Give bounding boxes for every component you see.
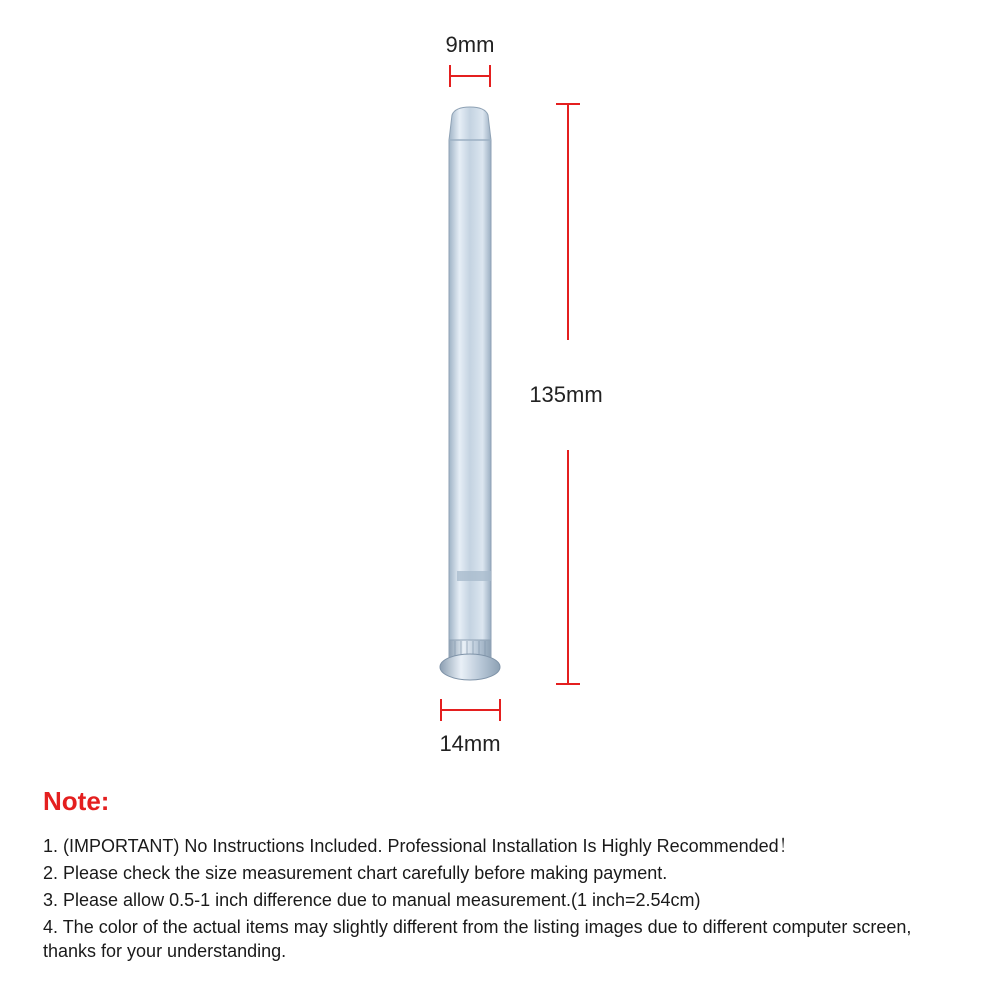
top-width-label: 9mm [445, 32, 495, 57]
note-title: Note: [43, 786, 110, 816]
bottom-width-dimension [441, 699, 500, 721]
note-item: 1. (IMPORTANT) No Instructions Included. Professional Installation Is Highly Recommended！ [43, 836, 797, 856]
bottom-width-label: 14mm [439, 731, 501, 756]
note-item: 2. Please check the size measurement chart carefully before making payment. [43, 863, 668, 883]
note-list [43, 834, 963, 966]
pin-head [440, 654, 500, 680]
note-item: 4. The color of the actual items may slightly different from the listing images due to different computer screen, thanks for your understanding. [43, 917, 912, 961]
pin-groove [457, 571, 491, 581]
top-width-dimension [450, 65, 490, 87]
length-label: 135mm [529, 382, 603, 407]
note-item: 3. Please allow 0.5-1 inch difference due to manual measurement.(1 inch=2.54cm) [43, 890, 701, 910]
pin-shaft [449, 107, 491, 640]
